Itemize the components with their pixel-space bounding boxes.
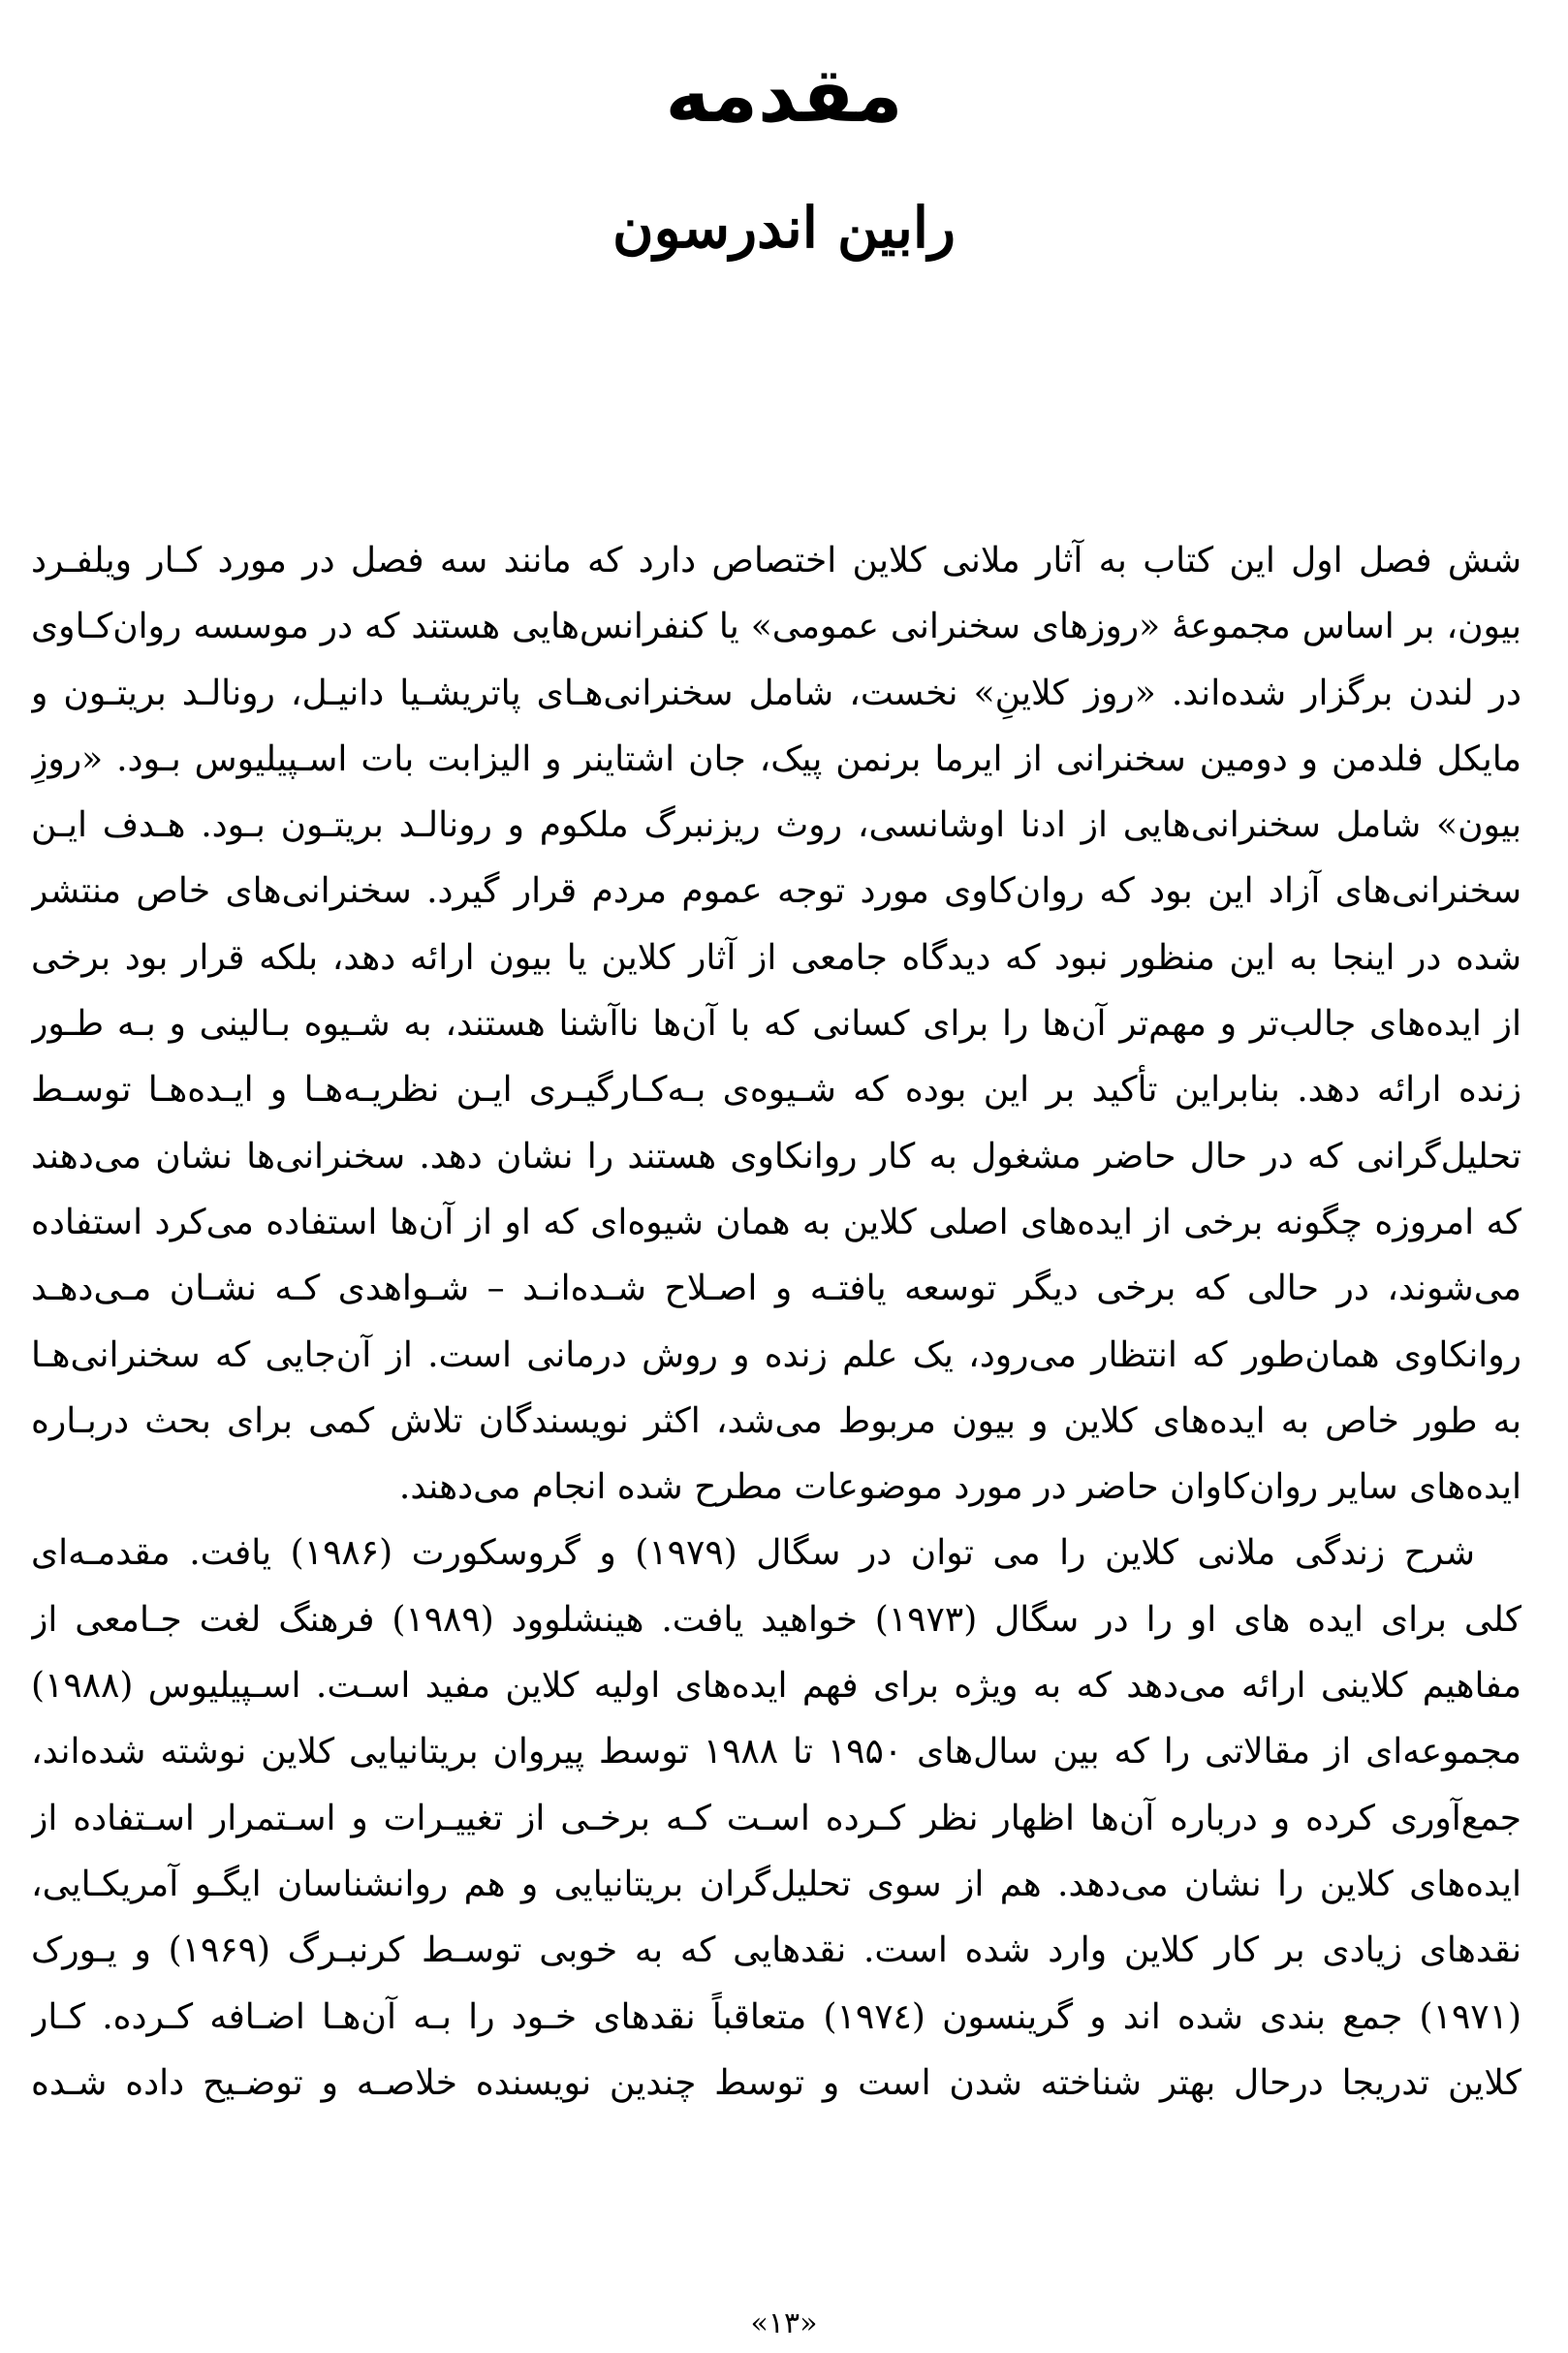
chapter-title: مقدمه: [665, 52, 903, 140]
text-line: نقدهای زیادی بر کار کلاین وارد شده است. نقدهایی که به خوبی توسـط کرنبـرگ (۱۹۶۹) و یـورک: [31, 1930, 1521, 1971]
text-line: که امروزه چگونه برخی از ایده‌های اصلی کلاین به همان شیوه‌ای که او از آن‌ها استفاده می‌کرد استفاده: [31, 1202, 1521, 1242]
text-line: سخنرانی‌های آزاد این بود که روان‌کاوی مورد توجه عموم مردم قرار گیرد. سخنرانی‌های خاص منتشر: [31, 871, 1521, 912]
paragraph-start-line: شرح زندگی ملانی کلاین را می توان در سگال (۱۹۷۹) و گروسکورت (۱۹۸۶) یافت. مقدمـه‌ای: [31, 1533, 1476, 1574]
text-line: می‌شوند، در حالی که برخی دیگر توسعه یافتـه و اصـلاح شـده‌انـد – شـواهدی کـه نشـان مـی‌دهـد: [31, 1269, 1521, 1309]
text-line: به طور خاص به ایده‌های کلاین و بیون مربوط می‌شد، اکثر نویسندگان تلاش کمی برای بحث دربـاره: [31, 1400, 1521, 1441]
text-line: از ایده‌های جالب‌تر و مهم‌تر آن‌ها را برای کسانی که با آن‌ها ناآشنا هستند، به شـیوه بـالینی و بـه طـور: [31, 1004, 1521, 1045]
text-line: (۱۹۷۱) جمع بندی شده اند و گرینسون (۱۹۷٤) متعاقباً نقدهای خـود را بـه آن‌هـا اضـافه کـرده. کـار: [31, 1996, 1521, 2037]
text-line: مجموعه‌ای از مقالاتی را که بین سال‌های ۱۹۵۰ تا ۱۹۸۸ توسط پیروان بریتانیایی کلاین نوشته شده‌اند،: [31, 1732, 1521, 1773]
text-line: مفاهیم کلاینی ارائه می‌دهد که به ویژه برای فهم ایده‌های اولیه کلاین مفید اسـت. اسـپیلیوس (۱۹۸۸): [31, 1666, 1521, 1707]
text-line: زنده ارائه دهد. بنابراین تأکید بر این بوده که شـیوه‌ی بـه‌کـارگیـری ایـن نظریـه‌هـا و ایـده‌هـا توسـط: [31, 1070, 1521, 1111]
body-text: [31, 528, 1521, 2117]
text-line: جمع‌آوری کرده و درباره آن‌ها اظهار نظر کـرده اسـت کـه برخـی از تغییـرات و اسـتمرار اسـتفاده از: [31, 1798, 1521, 1838]
text-line: مایکل فلدمن و دومین سخنرانی از ایرما برنمن پیک، جان اشتاینر و الیزابت بات اسـپیلیوس بـود. «روزِ: [31, 738, 1521, 779]
text-line: روانکاوی همان‌طور که انتظار می‌رود، یک علم زنده و روش درمانی است. از آن‌جایی که سخنرانی‌هـا: [31, 1334, 1521, 1375]
text-line: در لندن برگزار شده‌اند. «روز کلاینِ» نخست، شامل سخنرانی‌هـای پاتریشـیا دانیـل، رونالـد بریتـون و: [31, 673, 1521, 713]
text-line: شده در اینجا به این منظور نبود که دیدگاه جامعی از آثار کلاین یا بیون ارائه دهد، بلکه قرار بود برخی: [31, 937, 1521, 978]
text-line: بیون، بر اساس مجموعهٔ «روزهای سخنرانی عمومی» یا کنفرانس‌هایی هستند که در موسسه روان‌کـاوی: [31, 607, 1521, 647]
author-name: رابین اندرسون: [612, 195, 956, 261]
text-line: ایده‌های کلاین را نشان می‌دهد. هم از سوی تحلیل‌گران بریتانیایی و هم روانشناسان ایگـو آمریکـایی،: [31, 1864, 1521, 1904]
page-number: «۱۳»: [750, 2306, 818, 2340]
paragraph-end-line: ایده‌های سایر روان‌کاوان حاضر در مورد موضوعات مطرح شده انجام می‌دهند.: [398, 1467, 1521, 1508]
text-line: کلاین تدریجا درحال بهتر شناخته شدن است و توسط چندین نویسنده خلاصـه و توضـیح داده شـده: [31, 2062, 1521, 2103]
text-line: تحلیل‌گرانی که در حال حاضر مشغول به کار روانکاوی هستند را نشان دهد. سخنرانی‌ها نشان می‌دهند: [31, 1136, 1521, 1176]
text-line: بیون» شامل سخنرانی‌هایی از ادنا اوشانسی، روث ریزنبرگ ملکوم و رونالـد بریتـون بـود. هـدف ایـن: [31, 805, 1521, 846]
text-line: شش فصل اول این کتاب به آثار ملانی کلاین اختصاص دارد که مانند سه فصل در مورد کـار ویلفـرد: [31, 541, 1521, 580]
text-line: کلی برای ایده های او را در سگال (۱۹۷۳) خواهید یافت. هینشلوود (۱۹۸۹) فرهنگ لغت جـامعی از: [31, 1599, 1521, 1640]
